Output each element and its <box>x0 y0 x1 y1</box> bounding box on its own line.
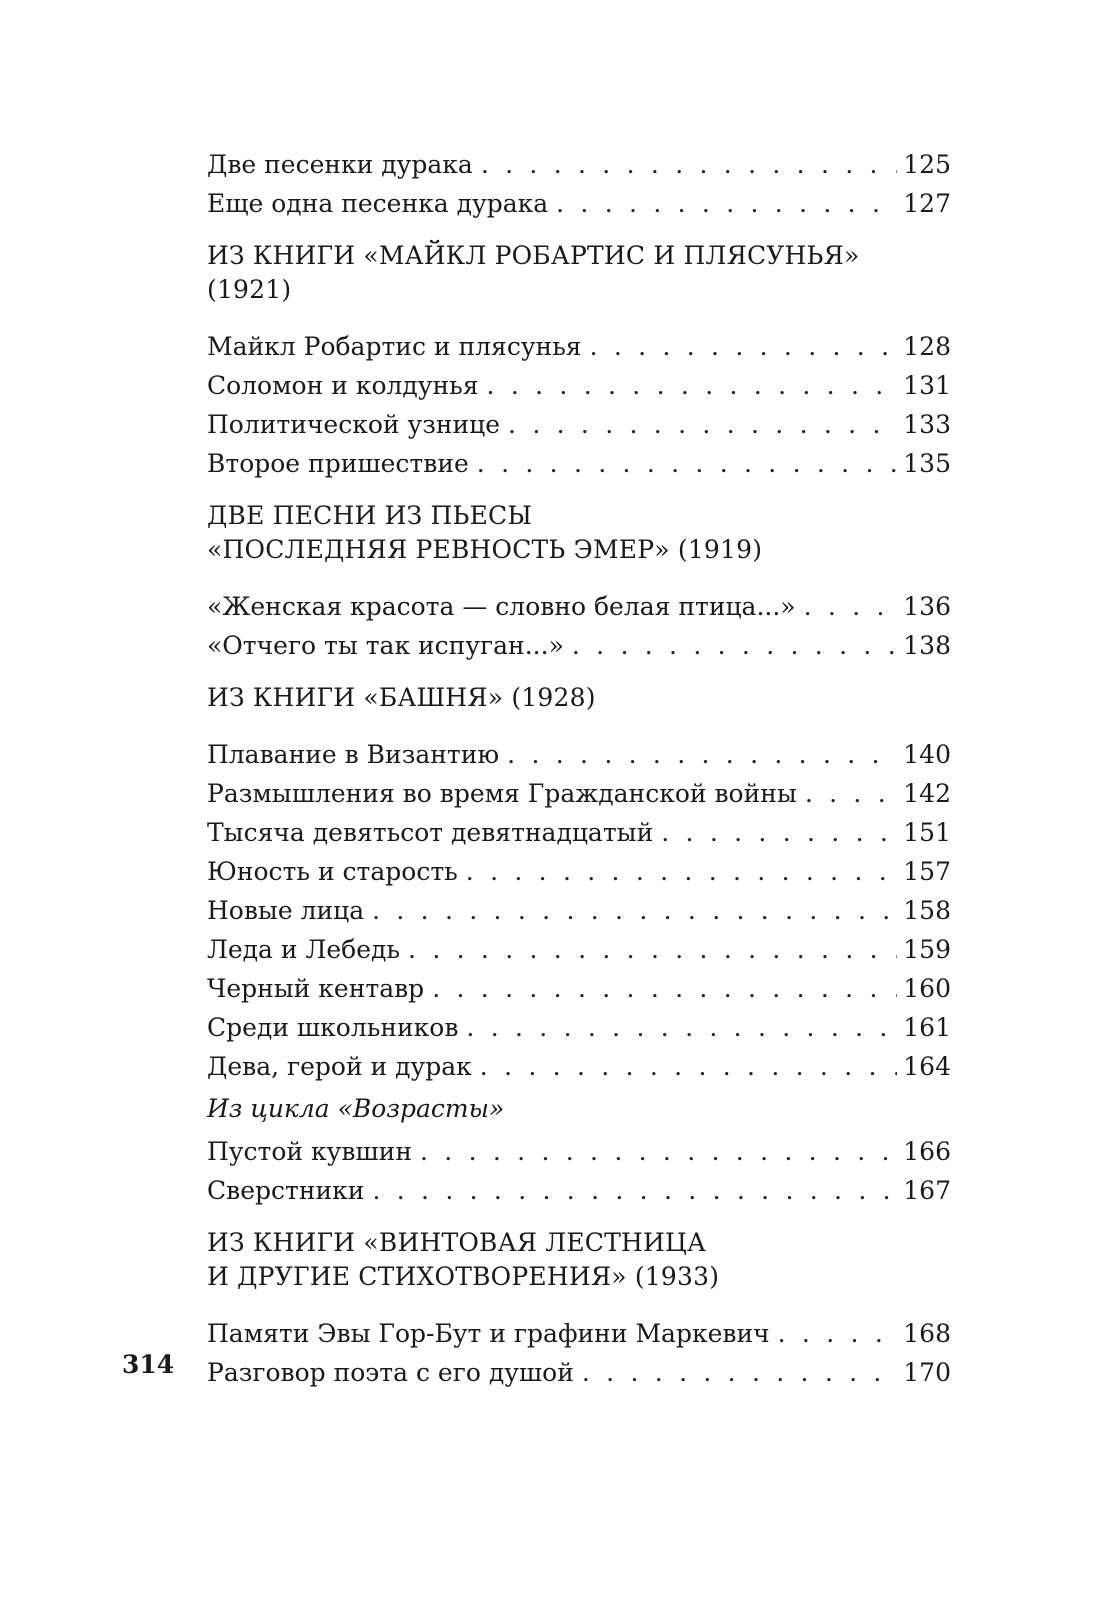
dot-leader <box>372 891 897 930</box>
toc-entry <box>207 626 951 665</box>
section-heading-line: ИЗ КНИГИ «ВИНТОВАЯ ЛЕСТНИЦА <box>207 1228 707 1257</box>
dot-leader <box>466 852 898 891</box>
toc-entry <box>207 1171 951 1210</box>
dot-leader <box>508 405 897 444</box>
toc-section <box>207 239 951 483</box>
entry-page-number: 128 <box>903 332 951 361</box>
dot-leader <box>408 930 897 969</box>
entry-page-number: 125 <box>903 150 951 179</box>
toc-entry <box>207 1132 951 1171</box>
entry-title: Черный кентавр <box>207 974 425 1003</box>
subsection-heading: Из цикла «Возрасты» <box>207 1094 505 1123</box>
dot-leader <box>661 813 897 852</box>
toc-section <box>207 681 951 1210</box>
dot-leader <box>481 145 897 184</box>
toc-entry <box>207 587 951 626</box>
toc-entry <box>207 735 951 774</box>
entry-title: Майкл Робартис и плясунья <box>207 332 582 361</box>
section-heading <box>207 1226 951 1294</box>
entry-page-number: 170 <box>903 1358 951 1387</box>
section-heading-line: ИЗ КНИГИ «БАШНЯ» (1928) <box>207 683 596 712</box>
toc-entry <box>207 444 951 483</box>
dot-leader <box>778 1314 898 1353</box>
section-heading-line: ДВЕ ПЕСНИ ИЗ ПЬЕСЫ <box>207 501 533 530</box>
toc-entry <box>207 1314 951 1353</box>
entry-title: Разговор поэта с его душой <box>207 1358 574 1387</box>
entry-title: Политической узнице <box>207 410 501 439</box>
entry-page-number: 135 <box>903 449 951 478</box>
toc-entry <box>207 1047 951 1086</box>
entry-title: Памяти Эвы Гор-Бут и графини Маркевич <box>207 1319 770 1348</box>
dot-leader <box>480 1047 897 1086</box>
entry-page-number: 140 <box>903 740 951 769</box>
entry-title: Юность и старость <box>207 857 458 886</box>
toc-entry <box>207 1353 951 1392</box>
entry-page-number: 164 <box>903 1052 951 1081</box>
entry-page-number: 133 <box>903 410 951 439</box>
page-number: 314 <box>122 1350 175 1379</box>
entry-title: «Отчего ты так испуган...» <box>207 631 564 660</box>
dot-leader <box>572 626 897 665</box>
toc-entry <box>207 327 951 366</box>
entry-title: Пустой кувшин <box>207 1137 412 1166</box>
entry-title: Размышления во время Гражданской войны <box>207 779 797 808</box>
toc-entry <box>207 813 951 852</box>
dot-leader <box>507 735 897 774</box>
entry-title: Плавание в Византию <box>207 740 500 769</box>
entry-page-number: 158 <box>903 896 951 925</box>
entry-title: Среди школьников <box>207 1013 459 1042</box>
entry-page-number: 167 <box>903 1176 951 1205</box>
toc-entry <box>207 1008 951 1047</box>
section-heading-line: ИЗ КНИГИ «МАЙКЛ РОБАРТИС И ПЛЯСУНЬЯ» (1921) <box>207 241 860 304</box>
dot-leader <box>804 587 898 626</box>
entry-page-number: 131 <box>903 371 951 400</box>
entry-title: Новые лица <box>207 896 365 925</box>
dot-leader <box>590 327 898 366</box>
entry-page-number: 138 <box>903 631 951 660</box>
entry-page-number: 136 <box>903 592 951 621</box>
section-heading <box>207 681 951 715</box>
dot-leader <box>372 1171 897 1210</box>
entry-page-number: 161 <box>903 1013 951 1042</box>
toc-section <box>207 1226 951 1392</box>
toc-entry <box>207 774 951 813</box>
toc-entry <box>207 405 951 444</box>
entry-page-number: 166 <box>903 1137 951 1166</box>
entry-title: Еще одна песенка дурака <box>207 189 549 218</box>
entry-title: Сверстники <box>207 1176 365 1205</box>
section-heading-line: «ПОСЛЕДНЯЯ РЕВНОСТЬ ЭМЕР» (1919) <box>207 535 763 564</box>
toc-entry <box>207 852 951 891</box>
entry-title: Дева, герой и дурак <box>207 1052 472 1081</box>
section-heading <box>207 239 951 307</box>
toc-entry <box>207 184 951 223</box>
entry-title: Соломон и колдунья <box>207 371 479 400</box>
dot-leader <box>477 444 898 483</box>
entry-page-number: 151 <box>903 818 951 847</box>
dot-leader <box>432 969 897 1008</box>
dot-leader <box>582 1353 897 1392</box>
entry-page-number: 168 <box>903 1319 951 1348</box>
toc-entry <box>207 366 951 405</box>
entry-title: Тысяча девятьсот девятнадцатый <box>207 818 654 847</box>
entry-page-number: 160 <box>903 974 951 1003</box>
dot-leader <box>420 1132 897 1171</box>
toc-entry <box>207 145 951 184</box>
toc-entry <box>207 930 951 969</box>
section-heading <box>207 499 951 567</box>
entry-title: Две песенки дурака <box>207 150 473 179</box>
entry-title: Леда и Лебедь <box>207 935 401 964</box>
entry-title: Второе пришествие <box>207 449 469 478</box>
dot-leader <box>805 774 897 813</box>
dot-leader <box>487 366 898 405</box>
entry-page-number: 157 <box>903 857 951 886</box>
toc-section <box>207 499 951 665</box>
toc-entry <box>207 969 951 1008</box>
entry-title: «Женская красота — словно белая птица...» <box>207 592 796 621</box>
dot-leader <box>556 184 897 223</box>
entry-page-number: 142 <box>903 779 951 808</box>
toc-entry <box>207 891 951 930</box>
dot-leader <box>466 1008 897 1047</box>
section-heading-line: И ДРУГИЕ СТИХОТВОРЕНИЯ» (1933) <box>207 1262 720 1291</box>
toc-section <box>207 145 951 223</box>
entry-page-number: 159 <box>903 935 951 964</box>
table-of-contents <box>207 145 951 1392</box>
entry-page-number: 127 <box>903 189 951 218</box>
